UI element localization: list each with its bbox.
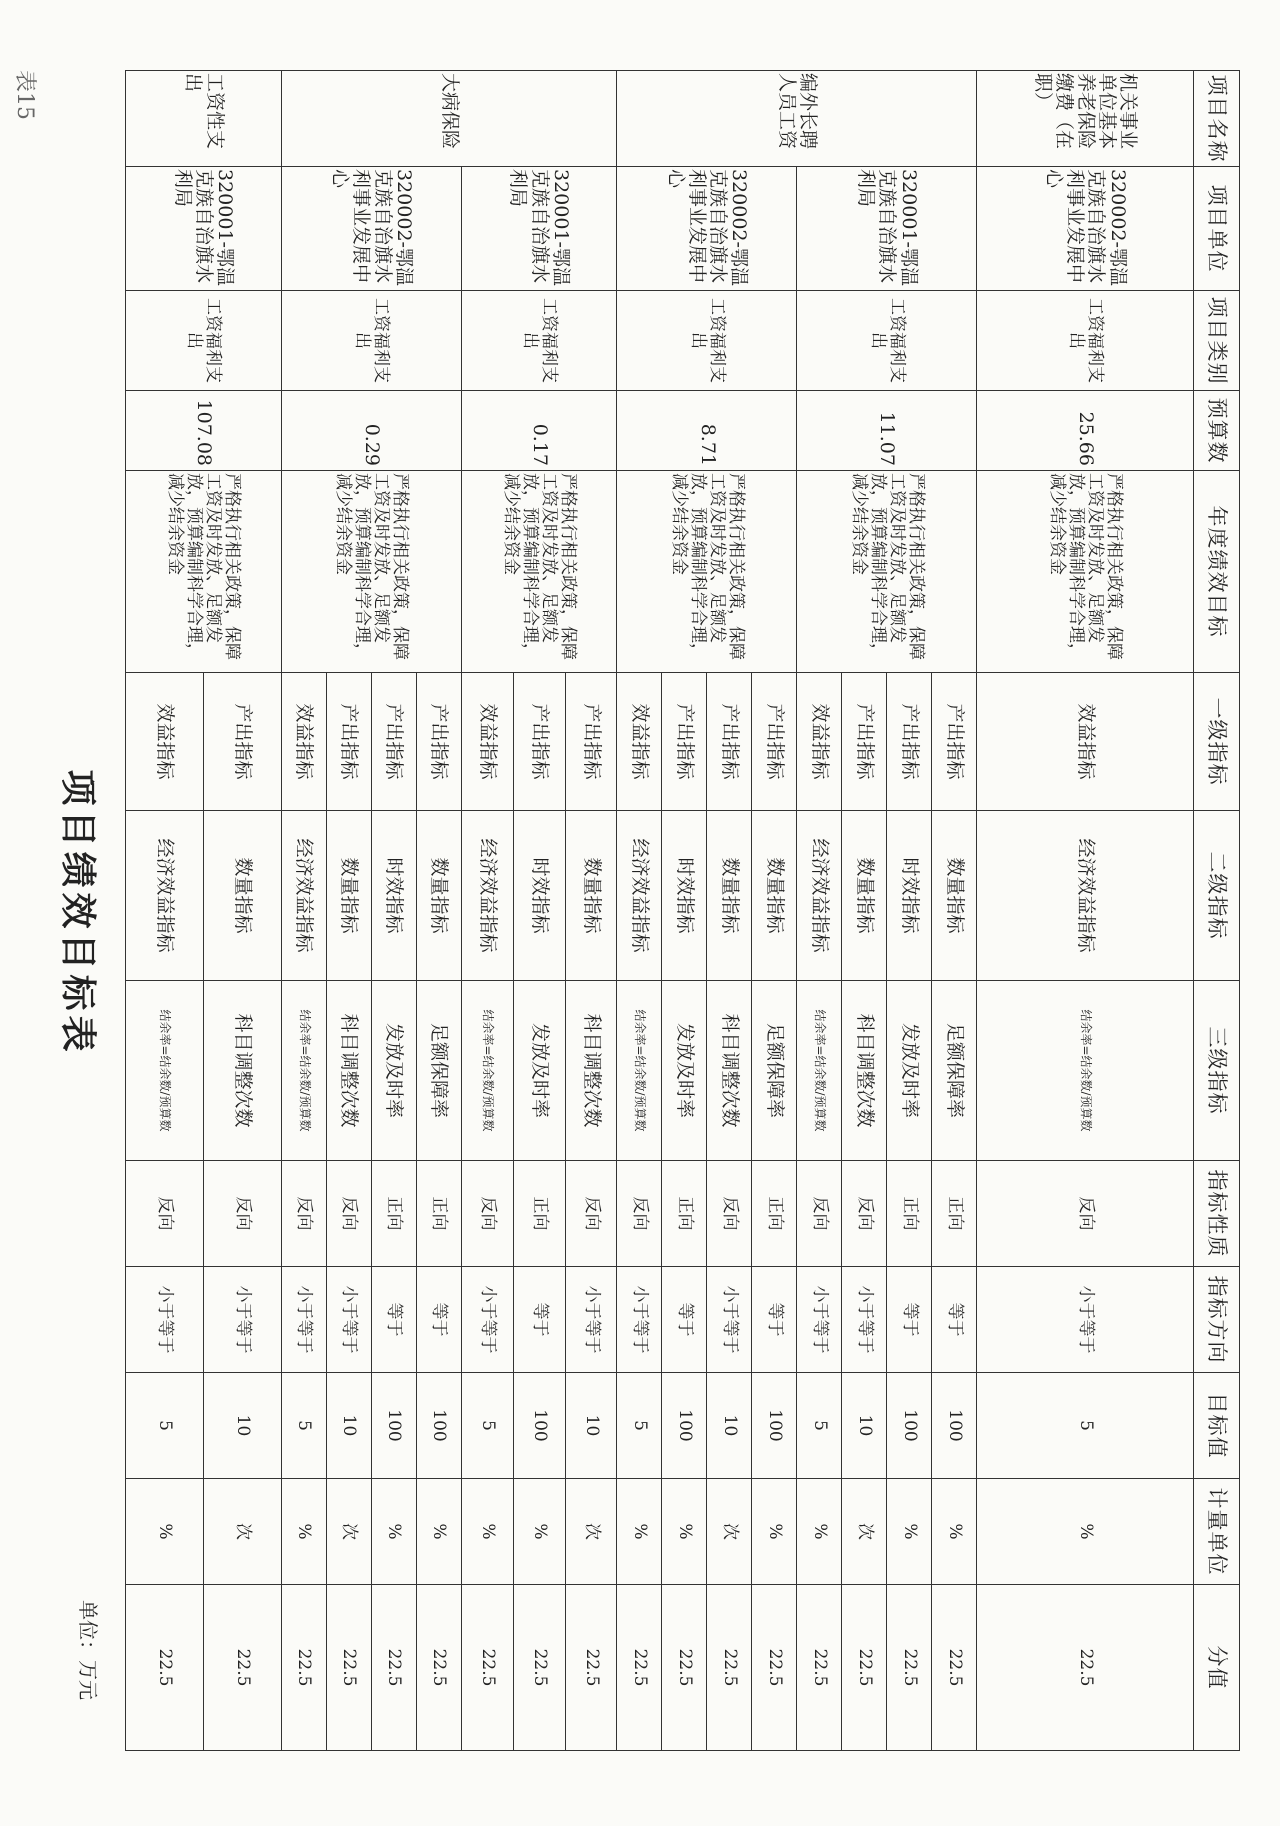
measure-unit-cell: % xyxy=(126,1479,204,1585)
project-unit-cell: 320002-鄂温克族自治旗水利事业发展中心 xyxy=(617,167,797,291)
level1-indicator-cell: 产出指标 xyxy=(707,673,752,811)
performance-table xyxy=(125,70,1240,1751)
level1-indicator-cell: 效益指标 xyxy=(977,673,1194,811)
measure-unit-cell: % xyxy=(371,1479,416,1585)
level1-indicator-cell: 产出指标 xyxy=(416,673,461,811)
level3-indicator-cell: 发放及时率 xyxy=(662,981,707,1161)
score-cell: 22.5 xyxy=(977,1585,1194,1751)
level2-indicator-cell: 经济效益指标 xyxy=(977,811,1194,981)
level2-indicator-cell: 经济效益指标 xyxy=(461,811,513,981)
score-cell: 22.5 xyxy=(203,1585,281,1751)
measure-unit-cell: % xyxy=(752,1479,797,1585)
table-row xyxy=(932,71,977,1751)
score-cell: 22.5 xyxy=(416,1585,461,1751)
level2-indicator-cell: 数量指标 xyxy=(416,811,461,981)
level2-indicator-cell: 时效指标 xyxy=(513,811,565,981)
col-header: 一级指标 xyxy=(1194,673,1240,811)
target-value-cell: 5 xyxy=(461,1373,513,1479)
level1-indicator-cell: 效益指标 xyxy=(617,673,662,811)
indicator-direction-cell: 小于等于 xyxy=(281,1267,326,1373)
level1-indicator-cell: 产出指标 xyxy=(662,673,707,811)
indicator-nature-cell: 反向 xyxy=(617,1161,662,1267)
target-value-cell: 5 xyxy=(977,1373,1194,1479)
target-value-cell: 100 xyxy=(932,1373,977,1479)
project-category-cell: 工资福利支出 xyxy=(797,291,977,391)
level3-indicator-cell: 结余率=结余数/预算数 xyxy=(461,981,513,1161)
indicator-direction-cell: 等于 xyxy=(416,1267,461,1373)
indicator-nature-cell: 正向 xyxy=(371,1161,416,1267)
target-value-cell: 5 xyxy=(797,1373,842,1479)
indicator-nature-cell: 反向 xyxy=(281,1161,326,1267)
score-cell: 22.5 xyxy=(752,1585,797,1751)
indicator-direction-cell: 等于 xyxy=(513,1267,565,1373)
indicator-nature-cell: 正向 xyxy=(416,1161,461,1267)
level3-indicator-cell: 结余率=结余数/预算数 xyxy=(617,981,662,1161)
score-cell: 22.5 xyxy=(842,1585,887,1751)
budget-cell: 107.08 xyxy=(126,391,282,471)
target-value-cell: 10 xyxy=(203,1373,281,1479)
measure-unit-cell: % xyxy=(281,1479,326,1585)
col-header: 预算数 xyxy=(1194,391,1240,471)
indicator-nature-cell: 反向 xyxy=(203,1161,281,1267)
table-row xyxy=(752,71,797,1751)
indicator-nature-cell: 反向 xyxy=(461,1161,513,1267)
project-name-cell: 工资性支出 xyxy=(126,71,282,167)
indicator-nature-cell: 反向 xyxy=(977,1161,1194,1267)
level3-indicator-cell: 结余率=结余数/预算数 xyxy=(281,981,326,1161)
col-header: 二级指标 xyxy=(1194,811,1240,981)
measure-unit-cell: % xyxy=(977,1479,1194,1585)
page-title: 项目绩效目标表 xyxy=(57,769,99,1057)
score-cell: 22.5 xyxy=(326,1585,371,1751)
level3-indicator-cell: 科目调整次数 xyxy=(565,981,617,1161)
level3-indicator-cell: 发放及时率 xyxy=(887,981,932,1161)
score-cell: 22.5 xyxy=(126,1585,204,1751)
level3-indicator-cell: 发放及时率 xyxy=(513,981,565,1161)
score-cell: 22.5 xyxy=(617,1585,662,1751)
level1-indicator-cell: 产出指标 xyxy=(565,673,617,811)
col-header: 指标方向 xyxy=(1194,1267,1240,1373)
project-name-cell: 机关事业单位基本养老保险缴费（在职） xyxy=(977,71,1194,167)
target-value-cell: 10 xyxy=(565,1373,617,1479)
score-cell: 22.5 xyxy=(662,1585,707,1751)
measure-unit-cell: % xyxy=(461,1479,513,1585)
indicator-direction-cell: 等于 xyxy=(932,1267,977,1373)
project-category-cell: 工资福利支出 xyxy=(977,291,1194,391)
level1-indicator-cell: 产出指标 xyxy=(513,673,565,811)
project-unit-cell: 320002-鄂温克族自治旗水利事业发展中心 xyxy=(977,167,1194,291)
score-cell: 22.5 xyxy=(797,1585,842,1751)
target-value-cell: 5 xyxy=(617,1373,662,1479)
table-row xyxy=(416,71,461,1751)
measure-unit-cell: 次 xyxy=(707,1479,752,1585)
level2-indicator-cell: 时效指标 xyxy=(662,811,707,981)
target-value-cell: 10 xyxy=(707,1373,752,1479)
level3-indicator-cell: 结余率=结余数/预算数 xyxy=(797,981,842,1161)
budget-cell: 0.17 xyxy=(461,391,617,471)
annual-goal-cell: 严格执行相关政策，保障工资及时发放、足额发放，预算编制科学合理，减少结余资金 xyxy=(617,471,797,673)
project-unit-cell: 320001-鄂温克族自治旗水利局 xyxy=(797,167,977,291)
score-cell: 22.5 xyxy=(281,1585,326,1751)
col-header: 分值 xyxy=(1194,1585,1240,1751)
score-cell: 22.5 xyxy=(932,1585,977,1751)
col-header: 目标值 xyxy=(1194,1373,1240,1479)
target-value-cell: 100 xyxy=(371,1373,416,1479)
score-cell: 22.5 xyxy=(887,1585,932,1751)
level3-indicator-cell: 结余率=结余数/预算数 xyxy=(977,981,1194,1161)
level2-indicator-cell: 经济效益指标 xyxy=(126,811,204,981)
indicator-nature-cell: 反向 xyxy=(326,1161,371,1267)
level1-indicator-cell: 效益指标 xyxy=(461,673,513,811)
indicator-nature-cell: 正向 xyxy=(662,1161,707,1267)
indicator-nature-cell: 正向 xyxy=(513,1161,565,1267)
level2-indicator-cell: 数量指标 xyxy=(707,811,752,981)
score-cell: 22.5 xyxy=(513,1585,565,1751)
target-value-cell: 10 xyxy=(842,1373,887,1479)
measure-unit-cell: 次 xyxy=(203,1479,281,1585)
project-category-cell: 工资福利支出 xyxy=(617,291,797,391)
indicator-direction-cell: 小于等于 xyxy=(203,1267,281,1373)
indicator-direction-cell: 小于等于 xyxy=(707,1267,752,1373)
target-value-cell: 100 xyxy=(513,1373,565,1479)
score-cell: 22.5 xyxy=(565,1585,617,1751)
level1-indicator-cell: 产出指标 xyxy=(752,673,797,811)
level3-indicator-cell: 科目调整次数 xyxy=(203,981,281,1161)
target-value-cell: 100 xyxy=(662,1373,707,1479)
level2-indicator-cell: 经济效益指标 xyxy=(617,811,662,981)
target-value-cell: 5 xyxy=(281,1373,326,1479)
col-header: 项目单位 xyxy=(1194,167,1240,291)
level3-indicator-cell: 科目调整次数 xyxy=(842,981,887,1161)
indicator-direction-cell: 等于 xyxy=(752,1267,797,1373)
col-header: 年度绩效目标 xyxy=(1194,471,1240,673)
measure-unit-cell: % xyxy=(416,1479,461,1585)
level2-indicator-cell: 时效指标 xyxy=(371,811,416,981)
indicator-direction-cell: 小于等于 xyxy=(617,1267,662,1373)
annual-goal-cell: 严格执行相关政策，保障工资及时发放、足额发放，预算编制科学合理，减少结余资金 xyxy=(461,471,617,673)
indicator-direction-cell: 小于等于 xyxy=(842,1267,887,1373)
annual-goal-cell: 严格执行相关政策，保障工资及时发放、足额发放，预算编制科学合理，减少结余资金 xyxy=(797,471,977,673)
measure-unit-cell: % xyxy=(797,1479,842,1585)
level1-indicator-cell: 效益指标 xyxy=(797,673,842,811)
measure-unit-cell: % xyxy=(887,1479,932,1585)
measure-unit-cell: 次 xyxy=(326,1479,371,1585)
score-cell: 22.5 xyxy=(371,1585,416,1751)
indicator-direction-cell: 小于等于 xyxy=(977,1267,1194,1373)
indicator-nature-cell: 反向 xyxy=(565,1161,617,1267)
table-body xyxy=(126,71,1194,1751)
level1-indicator-cell: 产出指标 xyxy=(887,673,932,811)
col-header: 项目类别 xyxy=(1194,291,1240,391)
budget-cell: 25.66 xyxy=(977,391,1194,471)
budget-cell: 11.07 xyxy=(797,391,977,471)
level2-indicator-cell: 数量指标 xyxy=(565,811,617,981)
level1-indicator-cell: 产出指标 xyxy=(203,673,281,811)
measure-unit-cell: % xyxy=(513,1479,565,1585)
measure-unit-cell: % xyxy=(932,1479,977,1585)
level2-indicator-cell: 数量指标 xyxy=(203,811,281,981)
indicator-nature-cell: 正向 xyxy=(752,1161,797,1267)
project-category-cell: 工资福利支出 xyxy=(126,291,282,391)
level2-indicator-cell: 数量指标 xyxy=(326,811,371,981)
indicator-nature-cell: 反向 xyxy=(707,1161,752,1267)
indicator-nature-cell: 正向 xyxy=(932,1161,977,1267)
score-cell: 22.5 xyxy=(461,1585,513,1751)
indicator-direction-cell: 等于 xyxy=(887,1267,932,1373)
level3-indicator-cell: 科目调整次数 xyxy=(707,981,752,1161)
project-name-cell: 编外长聘人员工资 xyxy=(617,71,977,167)
indicator-nature-cell: 正向 xyxy=(887,1161,932,1267)
indicator-direction-cell: 小于等于 xyxy=(565,1267,617,1373)
level1-indicator-cell: 产出指标 xyxy=(842,673,887,811)
level2-indicator-cell: 数量指标 xyxy=(932,811,977,981)
col-header: 计量单位 xyxy=(1194,1479,1240,1585)
target-value-cell: 10 xyxy=(326,1373,371,1479)
table-row xyxy=(203,71,281,1751)
table-number: 表15 xyxy=(12,70,37,120)
level1-indicator-cell: 产出指标 xyxy=(371,673,416,811)
col-header: 指标性质 xyxy=(1194,1161,1240,1267)
level1-indicator-cell: 产出指标 xyxy=(326,673,371,811)
table-row xyxy=(977,71,1194,1751)
level3-indicator-cell: 足额保障率 xyxy=(932,981,977,1161)
level3-indicator-cell: 足额保障率 xyxy=(752,981,797,1161)
target-value-cell: 100 xyxy=(416,1373,461,1479)
target-value-cell: 100 xyxy=(887,1373,932,1479)
indicator-direction-cell: 等于 xyxy=(371,1267,416,1373)
indicator-nature-cell: 反向 xyxy=(842,1161,887,1267)
project-unit-cell: 320002-鄂温克族自治旗水利事业发展中心 xyxy=(281,167,461,291)
measure-unit-cell: % xyxy=(617,1479,662,1585)
indicator-direction-cell: 小于等于 xyxy=(126,1267,204,1373)
unit-label: 单位：万元 xyxy=(76,1600,100,1700)
target-value-cell: 100 xyxy=(752,1373,797,1479)
level3-indicator-cell: 足额保障率 xyxy=(416,981,461,1161)
indicator-nature-cell: 反向 xyxy=(797,1161,842,1267)
score-cell: 22.5 xyxy=(707,1585,752,1751)
col-header: 项目名称 xyxy=(1194,71,1240,167)
indicator-direction-cell: 小于等于 xyxy=(461,1267,513,1373)
annual-goal-cell: 严格执行相关政策，保障工资及时发放、足额发放，预算编制科学合理，减少结余资金 xyxy=(977,471,1194,673)
project-category-cell: 工资福利支出 xyxy=(281,291,461,391)
col-header: 三级指标 xyxy=(1194,981,1240,1161)
project-category-cell: 工资福利支出 xyxy=(461,291,617,391)
annual-goal-cell: 严格执行相关政策，保障工资及时发放、足额发放，预算编制科学合理，减少结余资金 xyxy=(281,471,461,673)
indicator-nature-cell: 反向 xyxy=(126,1161,204,1267)
table-row xyxy=(565,71,617,1751)
level2-indicator-cell: 数量指标 xyxy=(752,811,797,981)
indicator-direction-cell: 等于 xyxy=(662,1267,707,1373)
measure-unit-cell: % xyxy=(662,1479,707,1585)
level2-indicator-cell: 经济效益指标 xyxy=(797,811,842,981)
level2-indicator-cell: 数量指标 xyxy=(842,811,887,981)
header-row xyxy=(1194,71,1240,1751)
project-unit-cell: 320001-鄂温克族自治旗水利局 xyxy=(461,167,617,291)
measure-unit-cell: 次 xyxy=(842,1479,887,1585)
project-unit-cell: 320001-鄂温克族自治旗水利局 xyxy=(126,167,282,291)
level2-indicator-cell: 时效指标 xyxy=(887,811,932,981)
budget-cell: 8.71 xyxy=(617,391,797,471)
level3-indicator-cell: 发放及时率 xyxy=(371,981,416,1161)
level3-indicator-cell: 科目调整次数 xyxy=(326,981,371,1161)
indicator-direction-cell: 小于等于 xyxy=(326,1267,371,1373)
measure-unit-cell: 次 xyxy=(565,1479,617,1585)
budget-cell: 0.29 xyxy=(281,391,461,471)
level1-indicator-cell: 效益指标 xyxy=(281,673,326,811)
level2-indicator-cell: 经济效益指标 xyxy=(281,811,326,981)
level3-indicator-cell: 结余率=结余数/预算数 xyxy=(126,981,204,1161)
level1-indicator-cell: 效益指标 xyxy=(126,673,204,811)
level1-indicator-cell: 产出指标 xyxy=(932,673,977,811)
indicator-direction-cell: 小于等于 xyxy=(797,1267,842,1373)
annual-goal-cell: 严格执行相关政策，保障工资及时发放、足额发放，预算编制科学合理，减少结余资金 xyxy=(126,471,282,673)
target-value-cell: 5 xyxy=(126,1373,204,1479)
project-name-cell: 大病保险 xyxy=(281,71,617,167)
